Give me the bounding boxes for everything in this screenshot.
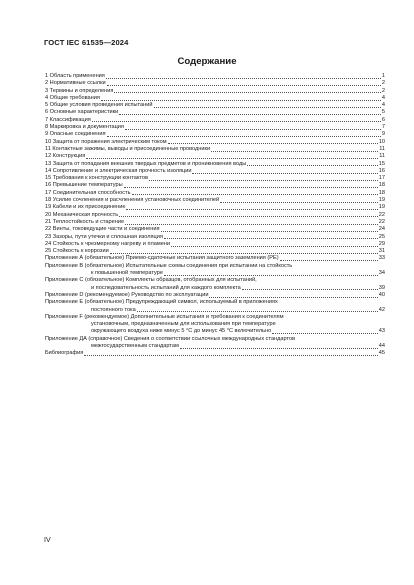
toc-entry-title: окружающего воздуха ниже минус 5 °С до минус 45 °С включительно [91, 328, 272, 335]
toc-entry[interactable] [45, 153, 385, 160]
toc-entry-title: 1 Область применения [45, 73, 105, 79]
dot-leader [149, 180, 378, 181]
toc-entry-title: 7 Классификация [45, 116, 91, 123]
toc-entry[interactable] [45, 263, 385, 278]
toc-entry[interactable] [45, 226, 385, 233]
toc-entry[interactable] [45, 124, 385, 131]
toc-page-number: 1 [381, 73, 385, 79]
toc-entry-title: 6 Основные характеристики [45, 109, 119, 116]
toc-page-number: 29 [378, 240, 385, 247]
toc-entry[interactable] [45, 139, 385, 146]
toc-entry-title: 22 Винты, токоведущие части и соединения [45, 226, 160, 233]
page-number: IV [44, 537, 51, 544]
toc-page-number: 42 [378, 306, 385, 313]
toc-page-number: 39 [378, 284, 385, 291]
dot-leader [114, 92, 381, 93]
toc-entry-title: 2 Нормативные ссылки [45, 80, 106, 87]
toc-entry[interactable] [45, 314, 385, 336]
toc-page-number: 33 [378, 255, 385, 262]
dot-leader [168, 143, 378, 144]
toc-entry[interactable] [45, 161, 385, 168]
toc-entry-title: постоянного тока [91, 306, 136, 313]
toc-entry[interactable] [45, 350, 385, 357]
toc-entry-title: Приложение Е (обязательное) Предупреждающий символ, используемый в приложениях [45, 299, 278, 306]
toc-page-number: 31 [378, 248, 385, 255]
toc-page-number: 43 [378, 328, 385, 335]
dot-leader [86, 158, 378, 159]
toc-entry-title: 20 Механическая прочность [45, 211, 119, 218]
toc-entry[interactable] [45, 88, 385, 95]
dot-leader [242, 289, 378, 290]
toc-page-number: 11 [379, 145, 385, 152]
dot-leader [211, 151, 378, 152]
toc-entry-title: 18 Усилие сочленения и расчленения установочных соединителей [45, 197, 220, 204]
toc-page-number: 2 [381, 80, 385, 87]
toc-page-number: 15 [378, 160, 385, 167]
toc-entry-title: Приложение С (обязательное) Комплекты образцов, отобранных для испытаний, [45, 277, 257, 284]
toc-page-number: 7 [381, 124, 385, 131]
toc-entry-title: 10 Защита от поражения электрическим током [45, 138, 167, 145]
dot-leader [119, 114, 381, 115]
toc-entry[interactable] [45, 117, 385, 124]
toc-entry-title: 19 Кабели и их присоединение [45, 204, 126, 211]
toc-page-number: 5 [381, 109, 385, 116]
toc-entry-title: 25 Стойкость к коррозии [45, 248, 109, 255]
document-header: ГОСТ IEC 61535—2024 [44, 38, 129, 47]
toc-entry[interactable] [45, 204, 385, 211]
dot-leader [107, 85, 381, 86]
dot-leader [272, 333, 378, 334]
toc-entry[interactable] [45, 190, 385, 197]
dot-leader [247, 165, 378, 166]
dot-leader [92, 121, 381, 122]
toc-entry[interactable] [45, 234, 385, 241]
toc-page-number: 6 [381, 116, 385, 123]
dot-leader [107, 136, 381, 137]
toc-entry-title: 14 Сопротивление и электрическая прочность изоляции [45, 167, 192, 174]
toc-page-number: 19 [378, 204, 385, 211]
toc-entry-title: и последовательность испытаний для каждого комплекта [91, 284, 241, 291]
toc-entry[interactable] [45, 248, 385, 255]
toc-entry[interactable] [45, 212, 385, 219]
dot-leader [154, 107, 381, 108]
dot-leader [220, 202, 378, 203]
toc-entry-title: 5 Общие условия проведения испытаний [45, 102, 153, 109]
toc-page-number: 19 [378, 197, 385, 204]
toc-entry[interactable] [45, 255, 385, 262]
toc-page-number: 25 [378, 233, 385, 240]
toc-entry-title: Приложение F (рекомендуемое) Дополнительные испытания и требования к соединителям [45, 313, 284, 320]
toc-entry[interactable] [45, 80, 385, 87]
toc-page-number: 18 [378, 182, 385, 189]
toc-page-number: 16 [378, 167, 385, 174]
dot-leader [137, 311, 378, 312]
dot-leader [164, 238, 378, 239]
toc-page-number: 4 [381, 94, 385, 101]
toc-entry[interactable] [45, 277, 385, 292]
toc-entry[interactable] [45, 219, 385, 226]
dot-leader [126, 209, 377, 210]
toc-page-number: 24 [378, 226, 385, 233]
toc-page-number: 40 [378, 291, 385, 298]
dot-leader [101, 100, 381, 101]
toc-page-number: 17 [378, 175, 385, 182]
toc-entry-title: 4 Общие требования [45, 94, 100, 101]
toc-entry-title: 11 Контактные зажимы, выводы и присоединенные проводники [45, 145, 211, 152]
toc-entry[interactable] [45, 109, 385, 116]
toc-entry-title: 16 Превышение температуры [45, 182, 123, 189]
toc-page-number: 45 [378, 350, 385, 357]
dot-leader [84, 355, 378, 356]
page-title: Содержание [177, 56, 237, 67]
dot-leader [171, 246, 378, 247]
toc-entry-title: Приложение ДА (справочное) Сведения о соответствии ссылочных международных стандартов [45, 335, 296, 342]
toc-page-number: 9 [381, 131, 385, 138]
toc-page-number: 11 [379, 153, 385, 160]
toc-entry-title: 8 Маркировка и документация [45, 124, 124, 131]
toc-entry-title: 13 Защита от попадания внешних твердых предметов и проникновения воды [45, 160, 247, 167]
toc-entry[interactable] [45, 299, 385, 314]
dot-leader [164, 275, 378, 276]
toc-page-number: 4 [381, 102, 385, 109]
toc-page-number: 22 [378, 218, 385, 225]
toc-page-number: 10 [378, 138, 385, 145]
toc-entry-title: 3 Термины и определения [45, 87, 114, 94]
dot-leader [161, 231, 378, 232]
dot-leader [280, 260, 378, 261]
toc-entry[interactable] [45, 102, 385, 109]
toc-entry-title: 23 Зазоры, пути утечки и сплошная изоляция [45, 233, 163, 240]
dot-leader [125, 129, 381, 130]
toc-page-number: 18 [378, 189, 385, 196]
dot-leader [132, 194, 378, 195]
toc-page-number: 2 [381, 87, 385, 94]
toc-entry[interactable] [45, 168, 385, 175]
toc-entry-title: Приложение В (обязательное) Испытательные схемы соединения при испытании на стойкость [45, 262, 293, 269]
toc-entry[interactable] [45, 182, 385, 189]
toc-entry-title: 9 Опасные соединения [45, 131, 106, 138]
toc-entry[interactable] [45, 197, 385, 204]
dot-leader [180, 348, 378, 349]
toc-entry-title: межгосударственным стандартам [91, 342, 179, 349]
toc-entry[interactable] [45, 73, 385, 80]
dot-leader [125, 224, 378, 225]
table-of-contents [45, 73, 385, 358]
dot-leader [124, 187, 378, 188]
dot-leader [106, 78, 381, 79]
toc-entry-title: 17 Соединительная способность [45, 189, 131, 196]
toc-entry-title: 24 Стойкость к чрезмерному нагреву и пламени [45, 240, 171, 247]
toc-page-number: 34 [378, 270, 385, 277]
toc-entry-title: Приложение D (рекомендуемое) Руководство по эксплуатации [45, 291, 209, 298]
toc-entry-title: установочным, предназначенным для использования при температуре [91, 321, 276, 328]
dot-leader [209, 297, 377, 298]
toc-entry[interactable] [45, 146, 385, 153]
toc-entry[interactable] [45, 336, 385, 351]
toc-entry-title: 15 Требования к конструкции контактов [45, 175, 148, 182]
toc-entry[interactable] [45, 175, 385, 182]
dot-leader [192, 173, 377, 174]
dot-leader [110, 253, 378, 254]
toc-entry-title: Приложение А (обязательное) Приемо-сдаточные испытания защитного заземления (РЕ) [45, 255, 279, 262]
toc-page-number: 44 [378, 342, 385, 349]
dot-leader [119, 216, 378, 217]
toc-entry-title: 21 Теплостойкость и старение [45, 218, 125, 225]
toc-entry[interactable] [45, 131, 385, 138]
toc-page-number: 22 [378, 211, 385, 218]
toc-entry-title: к повышенной температуре [91, 270, 163, 277]
toc-entry-title: 12 Конструкция [45, 153, 86, 160]
toc-entry-title: Библиография [45, 350, 84, 357]
